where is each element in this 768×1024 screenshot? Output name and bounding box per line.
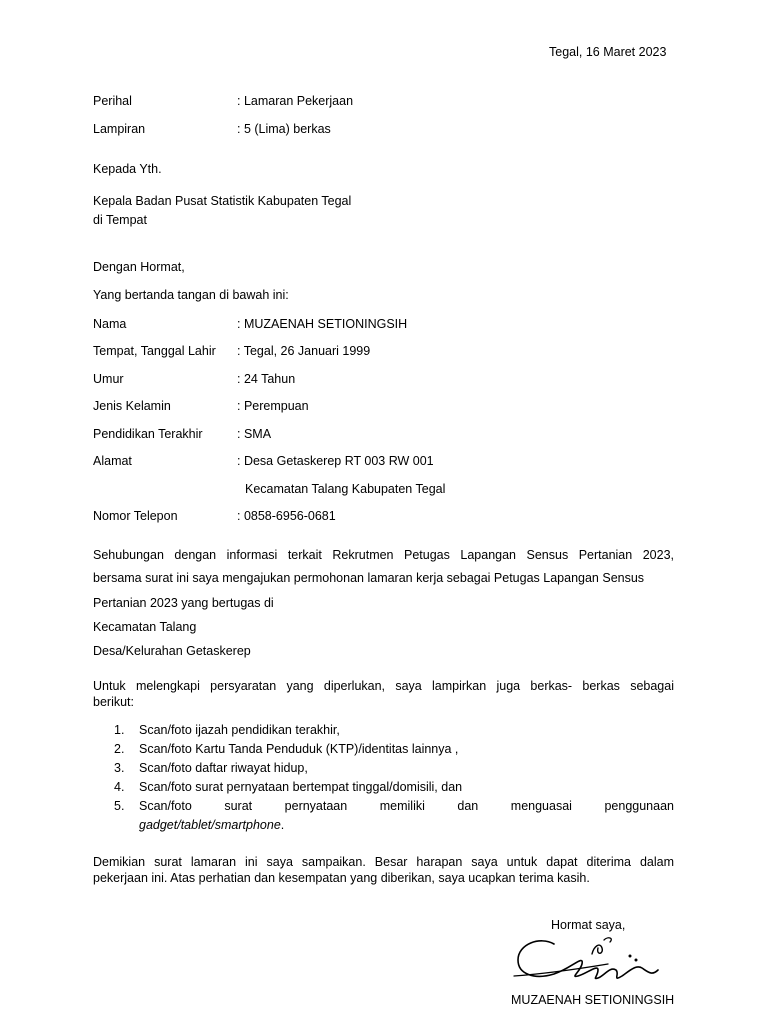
sign-off: Hormat saya, xyxy=(551,918,626,932)
list-item: Scan/foto ijazah pendidikan terakhir, xyxy=(139,723,340,737)
attachments-intro-line: Untuk melengkapi persyaratan yang diperlukan, saya lampirkan juga berkas- berkas sebagai xyxy=(93,679,674,693)
identity-value: : 0858-6956-0681 xyxy=(237,509,336,523)
place-date: Tegal, 16 Maret 2023 xyxy=(549,45,667,59)
identity-value: : SMA xyxy=(237,427,272,441)
body-paragraph-line: Sehubungan dengan informasi terkait Rekrutmen Petugas Lapangan Sensus Pertanian 2023, xyxy=(93,548,674,562)
body-paragraph-line: Kecamatan Talang xyxy=(93,620,197,634)
identity-label: Tempat, Tanggal Lahir xyxy=(93,344,216,358)
lampiran-value: : 5 (Lima) berkas xyxy=(237,122,331,136)
perihal-label: Perihal xyxy=(93,94,132,108)
signature-image xyxy=(512,930,662,995)
identity-value: : MUZAENAH SETIONINGSIH xyxy=(237,317,408,331)
list-item: Scan/foto surat pernyataan memiliki dan menguasai penggunaan xyxy=(139,799,674,813)
list-item-italic-text: gadget/tablet/smartphone xyxy=(139,818,281,832)
perihal-value: : Lamaran Pekerjaan xyxy=(237,94,354,108)
identity-value: : Tegal, 26 Januari 1999 xyxy=(237,344,371,358)
list-item-period: . xyxy=(280,818,285,832)
list-item-number: 5. xyxy=(114,799,125,813)
body-paragraph-line: Desa/Kelurahan Getaskerep xyxy=(93,644,251,658)
list-item-number: 2. xyxy=(114,742,125,756)
identity-label: Alamat xyxy=(93,454,132,468)
list-item-number: 1. xyxy=(114,723,125,737)
list-item: Scan/foto surat pernyataan bertempat tinggal/domisili, dan xyxy=(139,780,463,794)
intro-line: Yang bertanda tangan di bawah ini: xyxy=(93,288,289,302)
identity-value: Kecamatan Talang Kabupaten Tegal xyxy=(245,482,446,496)
recipient-line-2: di Tempat xyxy=(93,213,147,227)
attachments-intro-line: berikut: xyxy=(93,695,134,709)
signer-name: MUZAENAH SETIONINGSIH xyxy=(511,993,675,1007)
lampiran-label: Lampiran xyxy=(93,122,146,136)
list-item: Scan/foto Kartu Tanda Penduduk (KTP)/identitas lainnya , xyxy=(139,742,459,756)
closing-line: Demikian surat lamaran ini saya sampaikan. Besar harapan saya untuk dapat diterima dalam xyxy=(93,855,674,869)
closing-line: pekerjaan ini. Atas perhatian dan kesempatan yang diberikan, saya ucapkan terima kasih. xyxy=(93,871,590,885)
list-item: Scan/foto daftar riwayat hidup, xyxy=(139,761,308,775)
identity-label: Nama xyxy=(93,317,127,331)
recipient-salutation: Kepada Yth. xyxy=(93,162,162,176)
list-item-continuation xyxy=(139,818,284,832)
identity-value: : Desa Getaskerep RT 003 RW 001 xyxy=(237,454,434,468)
identity-label: Jenis Kelamin xyxy=(93,399,171,413)
identity-value: : Perempuan xyxy=(237,399,309,413)
identity-label: Pendidikan Terakhir xyxy=(93,427,203,441)
body-paragraph-line: Pertanian 2023 yang bertugas di xyxy=(93,596,274,610)
body-paragraph-line: bersama surat ini saya mengajukan permohonan lamaran kerja sebagai Petugas Lapangan Sensus xyxy=(93,571,645,585)
identity-label: Umur xyxy=(93,372,124,386)
recipient-line-1: Kepala Badan Pusat Statistik Kabupaten Tegal xyxy=(93,194,352,208)
identity-label: Nomor Telepon xyxy=(93,509,178,523)
identity-value: : 24 Tahun xyxy=(237,372,296,386)
list-item-number: 3. xyxy=(114,761,125,775)
list-item-number: 4. xyxy=(114,780,125,794)
greeting: Dengan Hormat, xyxy=(93,260,185,274)
